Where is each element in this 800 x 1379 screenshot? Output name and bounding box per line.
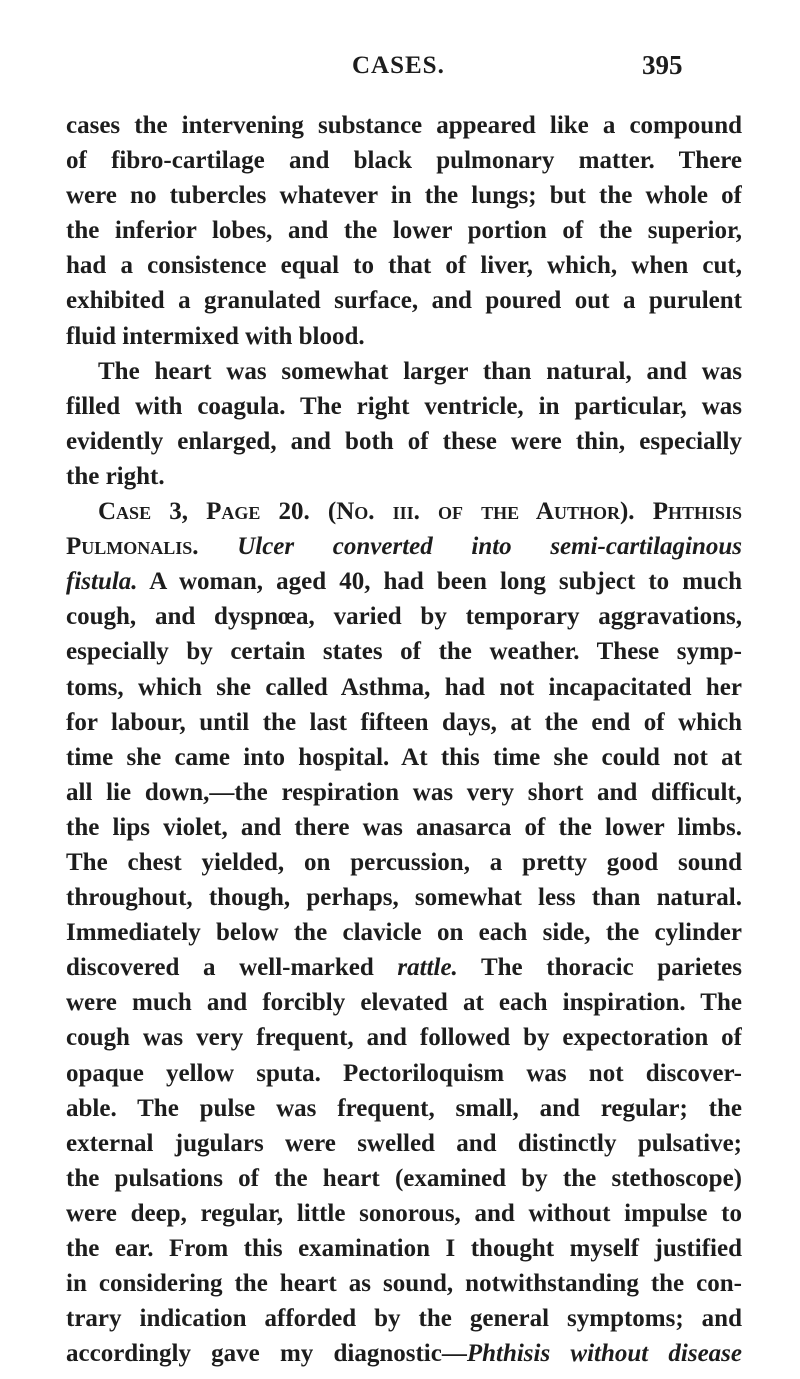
page-header: [0, 52, 800, 92]
text-line: the right.: [66, 462, 165, 490]
text-fragment: discovered a well-marked: [66, 954, 374, 982]
text-line: were much and forcibly elevated at each inspiration. The: [66, 989, 742, 1017]
text-line: Immediately below the clavicle on each side, the cylinder: [66, 919, 742, 947]
text-line: all lie down,—the respiration was very short and difficult,: [66, 778, 742, 806]
text-line: [66, 564, 742, 599]
text-line: The heart was somewhat larger than natural, and was: [98, 357, 742, 385]
body-text: [66, 108, 742, 1371]
case-heading-line: [66, 494, 742, 529]
page-number: 395: [642, 50, 683, 80]
text-fragment: accordingly gave my diagnostic—: [66, 1340, 467, 1368]
text-line: the lips violet, and there was anasarca of the lower limbs.: [66, 813, 742, 841]
case-title: fistula.: [66, 568, 138, 596]
text-line: throughout, though, perhaps, somewhat less than natural.: [66, 884, 742, 912]
text-line: were deep, regular, little sonorous, and without impulse to: [66, 1199, 742, 1227]
text-line: were no tubercles whatever in the lungs; but the whole of: [66, 182, 742, 210]
disease-heading: Pulmonalis.: [66, 533, 199, 561]
text-line: filled with coagula. The right ventricle, in particular, was: [66, 392, 742, 420]
text-line: The chest yielded, on percussion, a pretty good sound: [66, 848, 742, 876]
text-line: cough, and dyspnœa, varied by temporary aggravations,: [66, 603, 742, 631]
diagnosis-phrase: Phthisis without disease: [466, 1340, 742, 1368]
text-line: opaque yellow sputa. Pectoriloquism was not discover-: [66, 1059, 742, 1087]
text-line: in considering the heart as sound, notwithstanding the con-: [66, 1270, 742, 1298]
text-line: cases the intervening substance appeared like a compound: [66, 112, 742, 139]
disease-heading: Phthisis: [652, 498, 742, 526]
text-line: fluid intermixed with blood.: [66, 322, 365, 350]
case-label: Case 3, Page 20. (No. iii. of the Author).: [98, 498, 635, 526]
text-line: able. The pulse was frequent, small, and regular; the: [66, 1094, 742, 1122]
text-line: time she came into hospital. At this time she could not at: [66, 743, 742, 771]
text-fragment: A woman, aged 40, had been long subject to much: [149, 568, 742, 596]
text-line: the ear. From this examination I thought myself justified: [66, 1235, 742, 1262]
running-title: CASES.: [352, 52, 445, 79]
case-title: Ulcer converted into semi-cartilaginous: [237, 533, 742, 561]
text-line: had a consistence equal to that of liver, which, when cut,: [66, 252, 742, 280]
text-line: the pulsations of the heart (examined by the stethoscope): [66, 1164, 742, 1192]
text-line: cough was very frequent, and followed by expectoration of: [66, 1024, 742, 1052]
text-line: for labour, until the last fifteen days, at the end of which: [66, 708, 742, 736]
emphasized-term: rattle.: [397, 954, 458, 982]
text-line: exhibited a granulated surface, and poured out a purulent: [66, 287, 742, 315]
text-fragment: The thoracic parietes: [480, 954, 742, 982]
text-line: external jugulars were swelled and distinctly pulsative;: [66, 1129, 742, 1157]
text-line: the inferior lobes, and the lower portion of the superior,: [66, 217, 742, 245]
text-line: especially by certain states of the weather. These symp-: [66, 638, 742, 666]
text-line: [66, 1336, 742, 1371]
text-line: trary indication afforded by the general symptoms; and: [66, 1305, 742, 1333]
case-heading-line: [66, 529, 742, 564]
text-line: of fibro-cartilage and black pulmonary matter. There: [66, 147, 742, 175]
text-line: [66, 950, 742, 985]
text-line: toms, which she called Asthma, had not incapacitated her: [66, 673, 742, 701]
text-line: evidently enlarged, and both of these were thin, especially: [66, 427, 742, 455]
